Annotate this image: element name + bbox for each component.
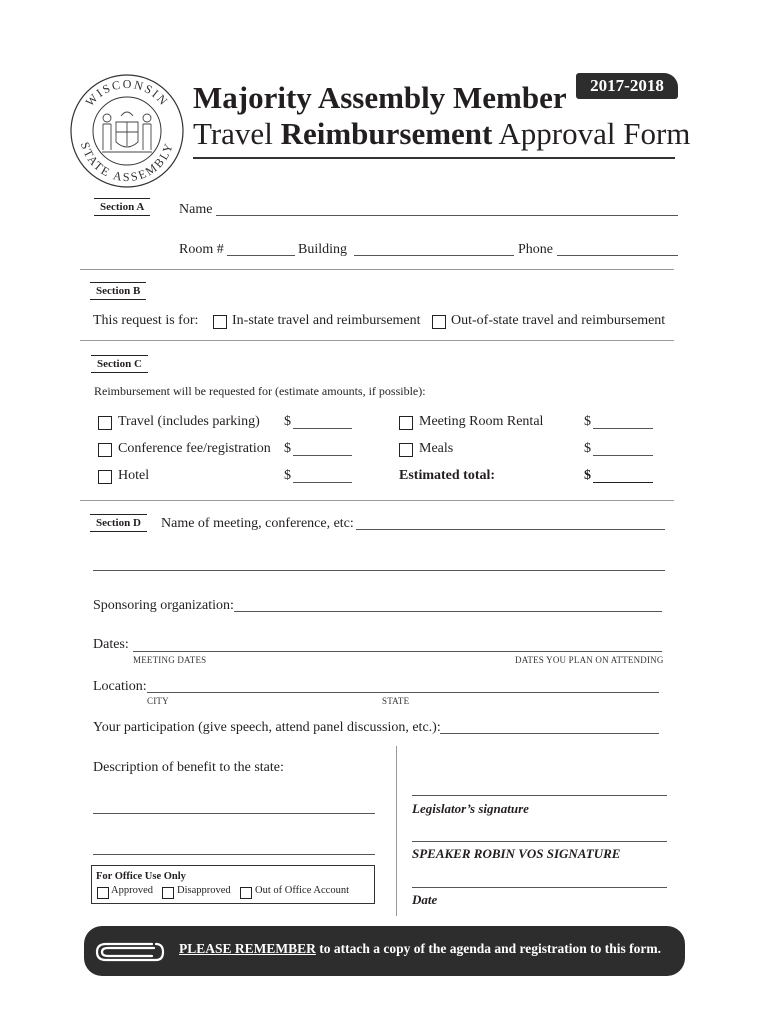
meals-label: Meals xyxy=(419,441,454,456)
section-divider xyxy=(80,500,674,501)
reimbursement-intro: Reimbursement will be requested for (estimate amounts, if possible): xyxy=(94,384,426,398)
title-underline xyxy=(193,157,675,159)
benefit-field-line1[interactable] xyxy=(93,813,375,814)
hotel-amount-field[interactable] xyxy=(293,482,352,483)
dollar-sign: $ xyxy=(284,414,291,429)
hotel-checkbox[interactable] xyxy=(98,470,112,484)
instate-checkbox[interactable] xyxy=(213,315,227,329)
building-field[interactable] xyxy=(354,255,514,256)
room-label: Room # xyxy=(179,242,224,257)
outstate-checkbox[interactable] xyxy=(432,315,446,329)
speaker-signature-field[interactable] xyxy=(412,841,667,842)
approved-label: Approved xyxy=(111,885,153,896)
section-d-tag: Section D xyxy=(90,514,147,532)
meeting-name-field[interactable] xyxy=(356,529,665,530)
reminder-text: PLEASE REMEMBER to attach a copy of the agenda and registration to this form. xyxy=(179,941,662,956)
legislator-signature-field[interactable] xyxy=(412,795,667,796)
svg-text:STATE ASSEMBLY: STATE ASSEMBLY xyxy=(77,140,177,185)
paperclip-icon xyxy=(94,939,166,965)
dollar-sign: $ xyxy=(584,414,591,429)
page-subtitle: Travel Reimbursement Approval Form xyxy=(193,116,691,151)
conference-label: Conference fee/registration xyxy=(118,441,271,456)
page-title: Majority Assembly Member xyxy=(193,80,567,115)
travel-amount-field[interactable] xyxy=(293,428,352,429)
disapproved-label: Disapproved xyxy=(177,885,231,896)
room-field[interactable] xyxy=(227,255,295,256)
meals-amount-field[interactable] xyxy=(593,455,653,456)
instate-label: In-state travel and reimbursement xyxy=(232,313,421,328)
state-caption: STATE xyxy=(382,696,410,706)
dates-field[interactable] xyxy=(133,651,662,652)
dates-label: Dates: xyxy=(93,637,129,652)
phone-field[interactable] xyxy=(557,255,678,256)
office-use-title: For Office Use Only xyxy=(96,871,186,882)
name-label: Name xyxy=(179,202,213,217)
benefit-label: Description of benefit to the state: xyxy=(93,760,284,775)
participation-label: Your participation (give speech, attend panel discussion, etc.): xyxy=(93,720,441,735)
request-label: This request is for: xyxy=(93,313,199,328)
section-b-tag: Section B xyxy=(90,282,146,300)
outstate-label: Out-of-state travel and reimbursement xyxy=(451,313,666,328)
sponsor-label: Sponsoring organization: xyxy=(93,598,234,613)
name-field[interactable] xyxy=(216,215,678,216)
meeting-room-amount-field[interactable] xyxy=(593,428,653,429)
dollar-sign: $ xyxy=(584,441,591,456)
meeting-name-label: Name of meeting, conference, etc: xyxy=(161,516,354,531)
conference-checkbox[interactable] xyxy=(98,443,112,457)
legislator-signature-label: Legislator’s signature xyxy=(412,801,529,816)
date-label: Date xyxy=(412,892,438,907)
out-of-office-checkbox[interactable] xyxy=(240,887,252,899)
svg-text:WISCONSIN: WISCONSIN xyxy=(82,76,172,110)
approved-checkbox[interactable] xyxy=(97,887,109,899)
phone-label: Phone xyxy=(518,242,553,257)
attending-dates-caption: DATES YOU PLAN ON ATTENDING xyxy=(515,655,664,665)
hotel-label: Hotel xyxy=(118,468,150,483)
dollar-sign: $ xyxy=(284,468,291,483)
meeting-name-field-line2[interactable] xyxy=(93,570,665,571)
location-field[interactable] xyxy=(147,692,659,693)
section-divider xyxy=(80,269,674,270)
wisconsin-assembly-seal xyxy=(68,72,186,190)
section-c-tag: Section C xyxy=(91,355,148,373)
section-divider xyxy=(80,340,674,341)
meeting-room-checkbox[interactable] xyxy=(399,416,413,430)
meals-checkbox[interactable] xyxy=(399,443,413,457)
location-label: Location: xyxy=(93,679,147,694)
dollar-sign: $ xyxy=(284,441,291,456)
travel-label: Travel (includes parking) xyxy=(118,414,260,429)
building-label: Building xyxy=(298,242,348,257)
date-field[interactable] xyxy=(412,887,667,888)
meeting-dates-caption: MEETING DATES xyxy=(133,655,207,665)
benefit-field-line2[interactable] xyxy=(93,854,375,855)
dollar-sign: $ xyxy=(584,468,591,483)
out-of-office-label: Out of Office Account xyxy=(255,885,349,896)
travel-checkbox[interactable] xyxy=(98,416,112,430)
estimated-total-field[interactable] xyxy=(593,482,653,483)
speaker-signature-label: SPEAKER ROBIN VOS SIGNATURE xyxy=(412,846,621,861)
estimated-total-label: Estimated total: xyxy=(399,468,496,483)
conference-amount-field[interactable] xyxy=(293,455,352,456)
year-badge: 2017-2018 xyxy=(576,73,678,99)
disapproved-checkbox[interactable] xyxy=(162,887,174,899)
meeting-room-label: Meeting Room Rental xyxy=(419,414,544,429)
vertical-divider xyxy=(396,746,397,916)
city-caption: CITY xyxy=(147,696,169,706)
sponsor-field[interactable] xyxy=(234,611,662,612)
section-a-tag: Section A xyxy=(94,198,150,216)
participation-field[interactable] xyxy=(440,733,659,734)
